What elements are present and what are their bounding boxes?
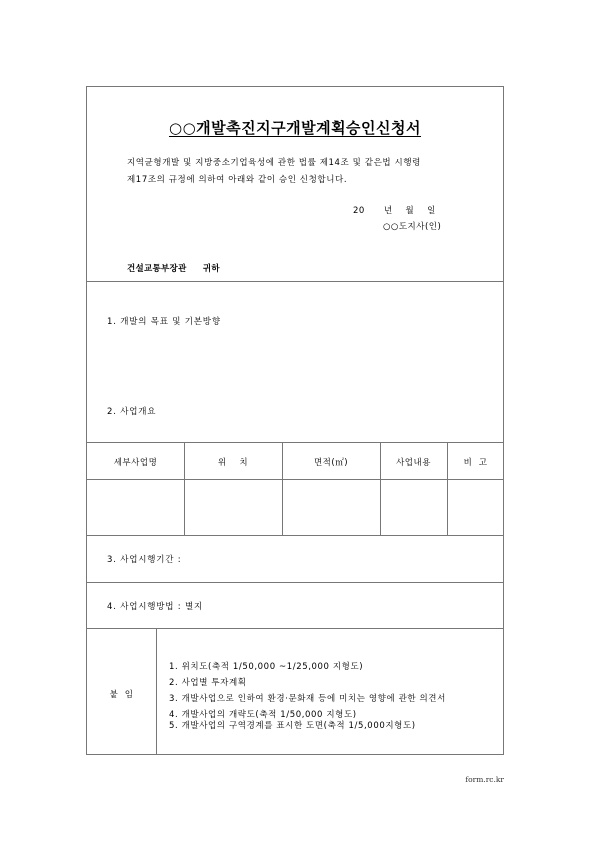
attachment-item: 4. 개발사업의 개략도(축적 1/50,000 지형도) xyxy=(169,710,357,720)
intro-line-1: 지역균형개발 및 지방중소기업육성에 관한 법률 제14조 및 같은법 시행령 xyxy=(127,158,421,168)
intro-text xyxy=(127,155,497,189)
section-overview: 2. 사업개요 xyxy=(107,407,157,417)
footer-site: form.rc.kr xyxy=(465,775,504,784)
divider xyxy=(87,281,503,282)
attachment-item: 5. 개발사업의 구역경계를 표시한 도면(축적 1/5,000지형도) xyxy=(169,721,416,731)
table-header-project-name: 세부사업명 xyxy=(113,458,158,468)
intro-line-2: 제17조의 규정에 의하여 아래와 같이 승인 신청합니다. xyxy=(127,175,348,185)
date-line: 20 년 월 일 xyxy=(353,206,436,216)
applicant-line: ○○도지사(인) xyxy=(383,222,442,232)
divider xyxy=(87,535,503,536)
divider xyxy=(87,628,503,629)
table-header-location: 위 치 xyxy=(217,458,249,468)
attachment-item: 1. 위치도(축적 1/50,000 ~1/25,000 지형도) xyxy=(169,662,364,672)
attachment-item: 3. 개발사업으로 인하여 환경·문화재 등에 미치는 영향에 관한 의견서 xyxy=(169,694,446,704)
table-header-content: 사업내용 xyxy=(396,458,431,468)
form-title-text: ○○개발촉진지구개발계획승인신청서 xyxy=(168,119,422,137)
form-frame xyxy=(86,86,504,755)
divider xyxy=(87,479,503,480)
divider xyxy=(87,582,503,583)
table-header-remarks: 비 고 xyxy=(463,458,488,468)
attachment-item: 2. 사업별 투자계획 xyxy=(169,678,247,688)
section-method: 4. 사업시행방법 : 별지 xyxy=(107,602,203,612)
attachments-label: 붙 임 xyxy=(109,690,134,700)
section-goals: 1. 개발의 목표 및 기본방향 xyxy=(107,317,221,327)
section-period: 3. 사업시행기간 : xyxy=(107,555,182,565)
form-title xyxy=(87,117,503,138)
recipient-line: 건설교통부장관 귀하 xyxy=(127,264,220,274)
divider xyxy=(87,442,503,443)
table-header-area: 면적(㎡) xyxy=(313,458,349,468)
attachments-divider xyxy=(156,628,157,755)
